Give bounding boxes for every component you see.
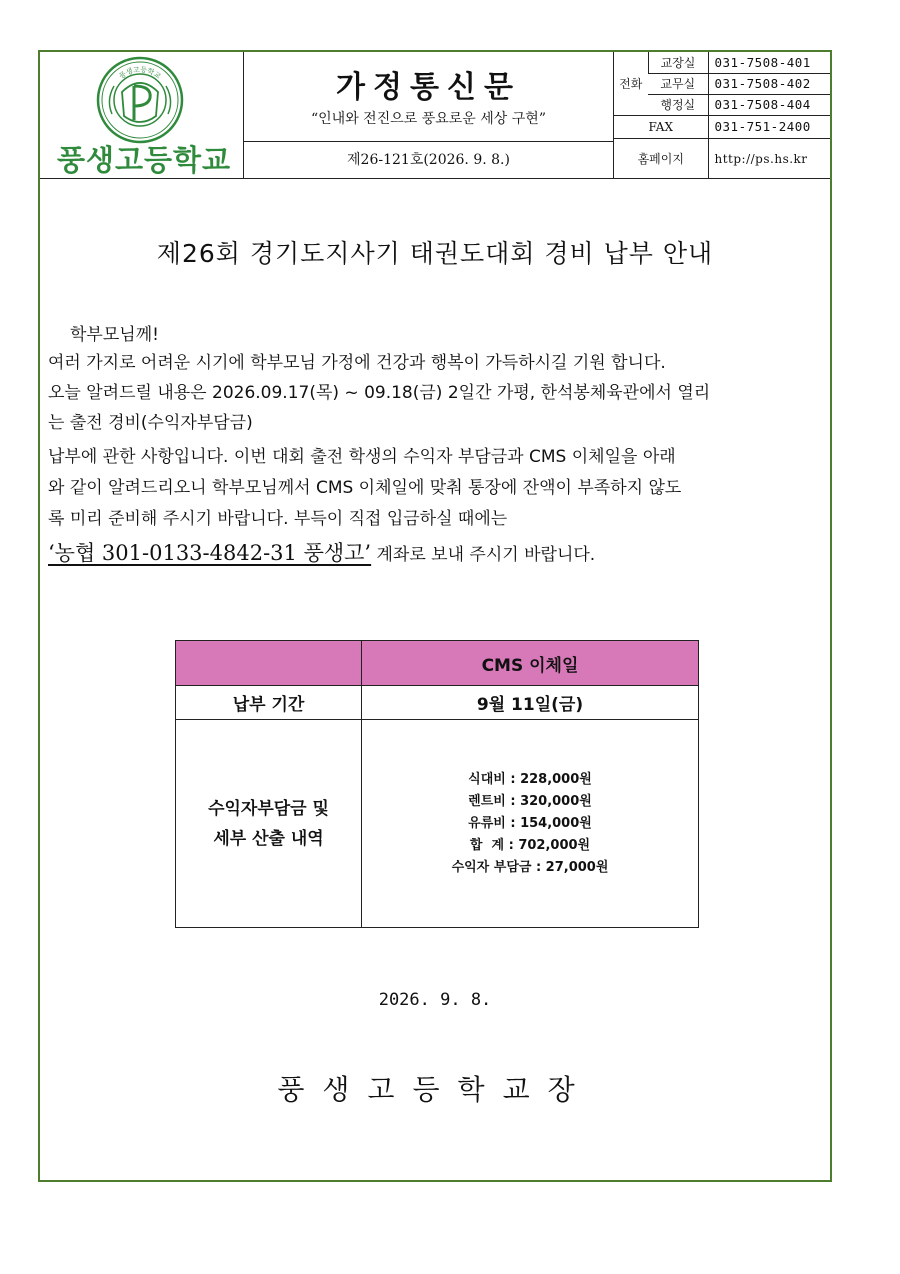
document-title: 제26회 경기도지사기 태권도대회 경비 납부 안내 xyxy=(156,239,714,268)
body-line: 납부에 관한 사항입니다. 이번 대회 출전 학생의 수익자 부담금과 CMS 이체일을 아래 xyxy=(48,447,676,467)
detail-item: 유류비 : 154,000원 xyxy=(468,815,592,831)
detail-item: 렌트비 : 320,000원 xyxy=(468,793,592,809)
body-line: 는 출전 경비(수익자부담금) xyxy=(48,413,253,433)
newsletter-title-area xyxy=(244,52,614,142)
contact-office: 교무실 xyxy=(648,73,708,94)
body-line: 록 미리 준비해 주시기 바랍니다. 부득이 직접 입금하실 때에는 xyxy=(48,509,508,529)
contact-table xyxy=(614,52,830,179)
detail-item: 식대비 : 228,000원 xyxy=(468,771,592,787)
table-header-blank xyxy=(176,641,362,686)
phone-label: 전화 xyxy=(614,52,648,115)
contact-number: 031-7508-402 xyxy=(708,73,830,94)
detail-label: 세부 산출 내역 xyxy=(213,828,324,849)
contact-office: 행정실 xyxy=(648,94,708,115)
emblem-arc-text: 풍생고등학교 xyxy=(117,65,163,81)
school-emblem-icon xyxy=(96,56,184,144)
principal-signature: 풍생고등학교장 xyxy=(277,1073,593,1106)
body-line: 와 같이 알려드리오니 학부모님께서 CMS 이체일에 맞춰 통장에 잔액이 부족하지 않도 xyxy=(48,478,682,498)
homepage-url[interactable]: http://ps.hs.kr xyxy=(708,138,830,179)
issue-date: 2026. 9. 8. xyxy=(378,990,492,1010)
detail-label: 수익자부담금 및 xyxy=(208,798,329,819)
newsletter-page xyxy=(38,50,832,1182)
body-line: 여러 가지로 어려운 시기에 학부모님 가정에 건강과 행복이 가득하시길 기원 합니다. xyxy=(48,353,666,373)
period-label: 납부 기간 xyxy=(176,686,362,720)
fax-number: 031-751-2400 xyxy=(708,115,830,138)
contact-number: 031-7508-401 xyxy=(708,52,830,73)
bank-account: ‘농협 301-0133-4842-31 풍생고’ xyxy=(48,541,372,565)
issue-number: 제26-121호(2026. 9. 8.) xyxy=(244,142,614,179)
detail-list-cell xyxy=(362,720,699,928)
account-line xyxy=(48,537,595,567)
school-motto: “인내와 전진으로 풍요로운 세상 구현” xyxy=(311,111,546,127)
detail-label-cell xyxy=(176,720,362,928)
svg-text:풍생고등학교 xyxy=(117,66,162,81)
detail-item: 수익자 부담금 : 27,000원 xyxy=(451,859,609,875)
salutation: 학부모님께! xyxy=(70,325,159,345)
body-line: 오늘 알려드릴 내용은 2026.09.17(목) ~ 09.18(금) 2일간 가평, 한석봉체육관에서 열리 xyxy=(48,383,711,403)
homepage-label: 홈페이지 xyxy=(614,138,708,179)
table-header-cms: CMS 이체일 xyxy=(362,641,699,686)
contact-office: 교장실 xyxy=(648,52,708,73)
fax-label: FAX xyxy=(614,115,708,138)
school-logo-text: 풍생고등학교 xyxy=(56,143,232,177)
period-value: 9월 11일(금) xyxy=(362,686,699,720)
school-logo-area xyxy=(40,52,244,179)
newsletter-title: 가정통신문 xyxy=(336,70,521,105)
detail-item: 합 계 : 702,000원 xyxy=(469,837,591,853)
contact-number: 031-7508-404 xyxy=(708,94,830,115)
account-suffix: 계좌로 보내 주시기 바랍니다. xyxy=(371,545,596,565)
newsletter-header xyxy=(40,52,830,179)
payment-table xyxy=(175,640,699,928)
